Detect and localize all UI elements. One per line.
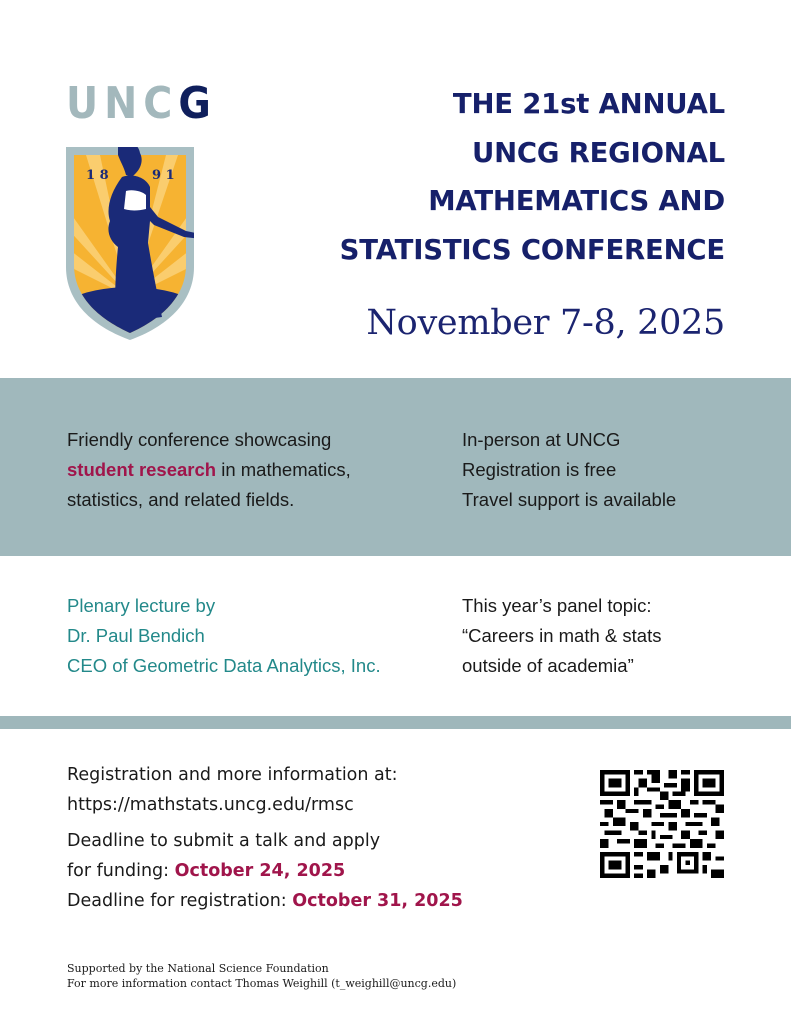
- description-line-3: statistics, and related fields.: [67, 489, 295, 510]
- description-text: [67, 425, 351, 515]
- plenary-lecture: [67, 591, 381, 681]
- plenary-speaker: Dr. Paul Bendich: [67, 625, 205, 646]
- plenary-affiliation: CEO of Geometric Data Analytics, Inc.: [67, 655, 381, 676]
- panel-topic: [462, 591, 661, 681]
- footer: [67, 961, 456, 991]
- description-line-2-rest: in mathematics,: [216, 459, 351, 480]
- conference-title: [340, 80, 725, 274]
- logistics-list: [462, 425, 676, 515]
- svg-text:1 8: 1 8: [86, 168, 109, 183]
- logistics-in-person: In-person at UNCG: [462, 429, 621, 450]
- logistics-travel-support: Travel support is available: [462, 489, 677, 510]
- svg-text:9 1: 9 1: [152, 168, 175, 183]
- talk-deadline-line-1: Deadline to submit a talk and apply: [67, 831, 381, 851]
- registration-label: Registration and more information at:: [67, 765, 398, 785]
- plenary-label: Plenary lecture by: [67, 595, 216, 616]
- registration-url[interactable]: https://mathstats.uncg.edu/rmsc: [67, 795, 354, 815]
- conference-date: November 7-8, 2025: [366, 303, 725, 343]
- description-line-1: Friendly conference showcasing: [67, 429, 332, 450]
- talk-deadline-prefix: for funding:: [67, 861, 175, 881]
- registration-deadline: [67, 886, 463, 916]
- title-line-4: STATISTICS CONFERENCE: [339, 233, 725, 266]
- panel-label: This year’s panel topic:: [462, 595, 652, 616]
- qr-code-icon[interactable]: [600, 770, 724, 878]
- wordmark-unc: UNC: [66, 78, 179, 129]
- registration-deadline-date: October 31, 2025: [292, 891, 463, 911]
- panel-topic-line-2: outside of academia”: [462, 655, 634, 676]
- title-line-3: MATHEMATICS AND: [428, 185, 725, 217]
- funding-acknowledgement: Supported by the National Science Foundation: [67, 962, 329, 975]
- title-line-2: UNCG REGIONAL: [471, 136, 725, 169]
- student-research-highlight: student research: [67, 459, 217, 480]
- divider-stripe: [0, 716, 791, 729]
- talk-deadline-line-2: [67, 856, 463, 886]
- wordmark-g: G: [178, 78, 217, 129]
- description-line-2: [67, 455, 351, 485]
- contact-info: For more information contact Thomas Weighill (t_weighill@uncg.edu): [67, 977, 457, 990]
- registration-deadline-prefix: Deadline for registration:: [67, 891, 293, 911]
- uncg-wordmark: [66, 78, 217, 129]
- minerva-shield-icon: [66, 147, 194, 340]
- talk-deadline-date: October 24, 2025: [174, 861, 346, 881]
- title-line-1: THE 21st ANNUAL: [452, 88, 725, 120]
- registration-info: [67, 760, 463, 916]
- panel-topic-line-1: “Careers in math & stats: [462, 625, 662, 646]
- logistics-registration-free: Registration is free: [462, 459, 617, 480]
